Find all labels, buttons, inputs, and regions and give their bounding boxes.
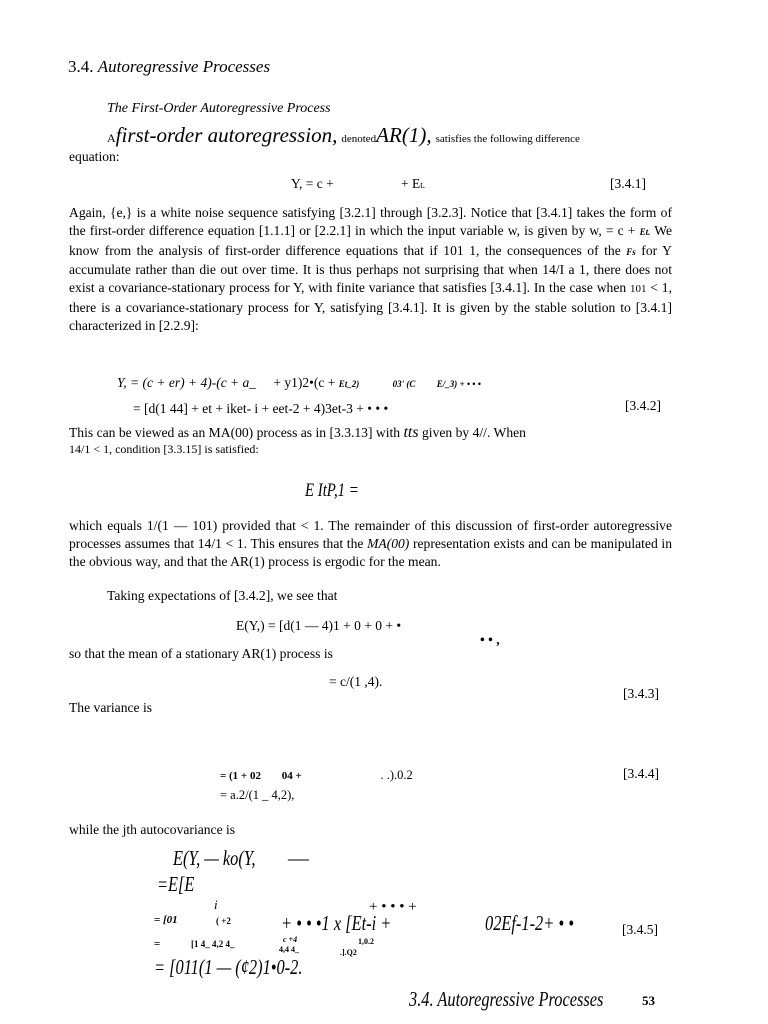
eq-342-l1e: 03' (C [392,379,416,389]
eq-341-number: [3.4.1] [610,176,646,191]
eq-345-line2 [157,872,205,897]
eq-345-l2: =E[E [157,872,195,896]
intro-a: A [107,131,116,145]
eq-342-number: [3.4.2] [625,398,661,413]
eq-342-line1 [117,375,481,391]
eq-344-line2: = a.2/(1 _ 4,2), [220,788,295,802]
eq-343-number: [3.4.3] [623,686,659,701]
para3-text: which equals 1/(1 — 101) provided that < 1. The remainder of this discussion of first-order autoregressive processes assumes that 14/1 < 1. This ensures that the [69,518,672,551]
eq-345-l6f: .].Q2 [340,948,357,957]
footer-running-title [409,987,658,1012]
eq-344-l1b: 04 + [281,770,302,782]
subsection-heading: The First-Order Autoregressive Process [107,101,331,116]
para1-text-c: for Y accumulate rather than die out over time. It is thus perhaps not surprising that when 14/I a 1, there does not exist a covariance-stationary process for Y, with finite variance that satisfies [3.4.1]. In the case when [69,242,672,296]
intro-ar1: AR(1), [376,123,432,147]
eq-342-l1a: Y, = (c + er) + 4)-(c + a [117,375,250,390]
eq-345-l6e: 1,0.2 [358,937,374,946]
eq-sum [305,480,374,502]
intro-line [107,123,580,148]
eq-345-l6b: [1 4_ 4,2 4_ [191,939,235,949]
eq-341-lhs: Y, = c + [291,176,334,191]
eq-345-line4: + • • • + [369,899,417,915]
eq-341-rhs [401,176,425,192]
eq-341-rhs-text: + E [401,176,421,191]
eq-345-l5d-text: 02Ef-1-2+ • • [485,911,574,935]
eq-345-l7: = [011(1 — (¢2)1•0-2. [154,955,303,979]
eq-345-l5b: ( +2 [216,916,231,926]
para1-text: Again, {e,} is a white noise sequence satisfying [3.2.1] through [3.2.3]. Notice that [3.4.1] takes the form of the first-order difference equation [1.1.1] or [2.2.1] in which the input variable w, is given by w, = c + [69,205,672,238]
intro-equation-word: equation: [69,149,120,164]
intro-denoted: denoted [341,133,377,145]
section-title: Autoregressive Processes [97,57,271,76]
eq-345-line7 [154,955,344,980]
eq-343: = c/(1 ,4). [329,674,383,689]
intro-term: first-order autoregression, [115,123,338,147]
eq-342-l1b: _ [249,375,257,390]
eq-342-l1d: Et_2) [338,379,360,389]
eq-345-number: [3.4.5] [622,922,658,937]
para1-text-d: < 1, there is a covariance-stationary process for Y, satisfying [3.4.1]. It is given by the stable solution to [3.4.1] characterized in [2.2.9]: [69,280,672,333]
eq-344-l1c: . .).0.2 [380,768,413,782]
eq-345-l5d [485,911,599,936]
eq-345-l5a: = [01 [154,914,178,926]
eq-341-sub: t. [420,180,426,190]
para2-text: This can be viewed as an MA(00) process as in [3.3.13] with [69,425,404,440]
eq-345-l5c [281,911,422,936]
section-heading [68,57,270,77]
eq-345-l6c: c +4 [283,935,298,944]
paragraph-2-line1 [69,424,672,442]
section-number: 3.4. [68,57,94,76]
eq-342-l1f: E/_3) + • • • [436,379,481,389]
para1-eps2: Fs [626,246,636,257]
eq-expectation-tail: • • , [480,632,500,647]
eq-344-number: [3.4.4] [623,766,659,781]
para2-tts: tts [403,424,419,441]
para3-ma: MA(00) [367,535,410,551]
intro-satisfies: satisfies the following difference [435,133,580,145]
eq-345-l6a: = [154,938,161,950]
eq-345-l5c-text: + • • •1 x [Et-i + [281,911,392,935]
para1-text-b: We know from the analysis of first-order difference equations that if 101 1, the consequences of the [69,222,672,258]
para3-text-b: representation exists and can be manipulated in the obvious way, and that the AR(1) process is ergodic for the mean. [69,535,672,569]
para2-text-b: given by 4//. When [418,425,526,440]
eq-sum-text: E ItP,1 = [305,480,359,501]
eq-345-line3: i [214,897,218,912]
eq-345-line1 [173,846,279,871]
eq-342-l1c: + y1)2•(c + [273,375,336,390]
paragraph-3 [69,517,672,570]
paragraph-2-line2: 14/1 < 1, condition [3.3.15] is satisfied: [69,442,259,456]
eq-344-line1 [220,768,413,783]
para1-small: 101 [629,283,647,296]
paragraph-5: so that the mean of a stationary AR(1) process is [69,646,333,661]
eq-342-line2: = [d(1 44] + et + iket- i + eet-2 + 4)3et-3 + • • • [133,401,389,416]
variance-label: The variance is [69,700,153,715]
footer-title: 3.4. Autoregressive Processes [409,987,604,1011]
paragraph-1 [69,204,672,335]
para1-eps: Et. [639,226,651,237]
autocovariance-label: while the jth autocovariance is [69,822,236,837]
eq-345-l1b: — [288,846,309,870]
eq-expectation: E(Y,) = [d(1 — 4)1 + 0 + 0 + • [236,618,402,633]
page-number: 53 [642,993,655,1008]
eq-345-l6d: 4,4 4_ [279,945,299,954]
paragraph-4: Taking expectations of [3.4.2], we see that [107,588,338,603]
eq-344-l1a: = (1 + 02 [220,770,261,782]
eq-345-l1a: E(Y, — ko(Y, [173,846,256,870]
